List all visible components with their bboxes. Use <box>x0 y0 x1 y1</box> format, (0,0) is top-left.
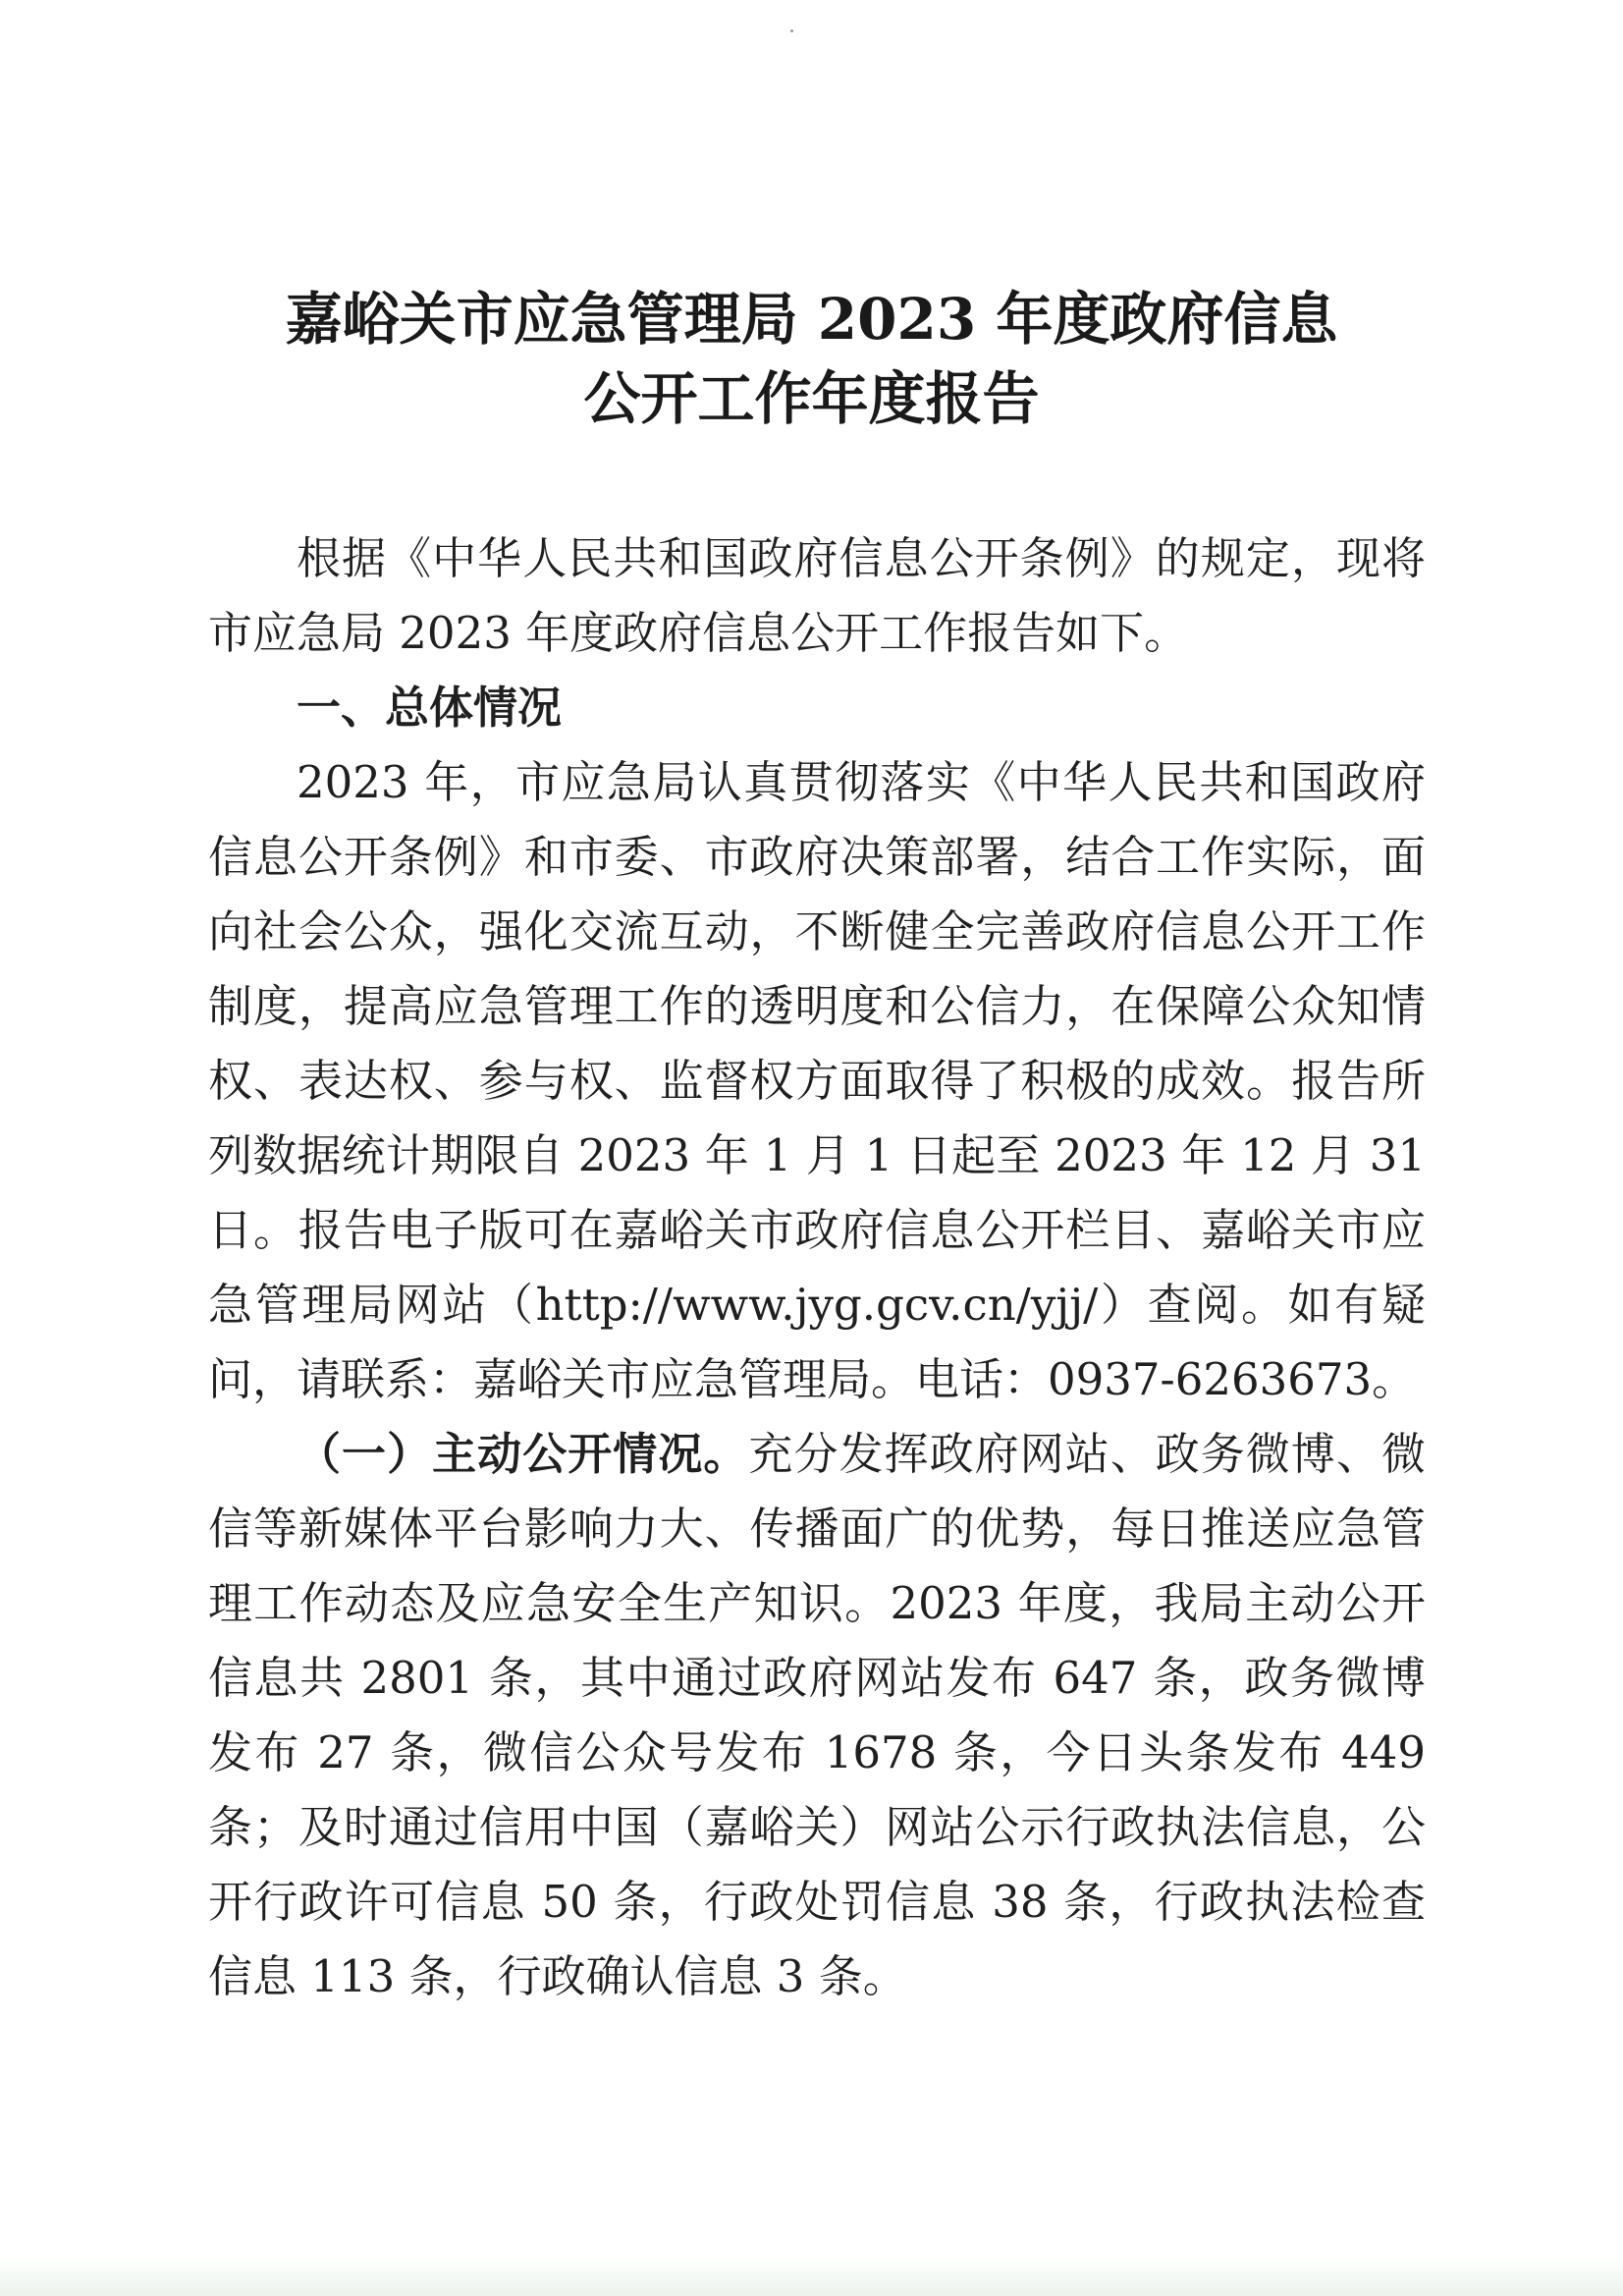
intro-paragraph: 根据《中华人民共和国政府信息公开条例》的规定，现将市应急局 2023 年度政府信息公开工作报告如下。 <box>208 532 1426 659</box>
subsection-label-active-disclosure: （一）主动公开情况。 <box>297 1428 749 1480</box>
scan-edge-tint <box>0 2257 1623 2296</box>
active-disclosure-text: 充分发挥政府网站、政务微博、微信等新媒体平台影响力大、传播面广的优势，每日推送应急管理工作动态及应急安全生产知识。2023 年度，我局主动公开信息共 2801 条，其中通过政府网站发布 647 条，政务微博发布 27 条，微信公众号发布 1678 条，今日头条发布 449 条；及时通过信用中国（嘉峪关）网站公示行政执法信息，公开行政许可信息 50 条，行政处罚信息 38 条，行政执法检查信息 113 条，行政确认信息 3 条。 <box>208 1428 1426 2002</box>
scan-speck <box>790 29 793 32</box>
overview-paragraph <box>208 745 1426 1417</box>
website-url: （http://www.jyg.gcv.cn/yjj/） <box>488 1279 1148 1331</box>
section-heading-overview: 一、总体情况 <box>297 682 563 734</box>
report-title-line-1: 嘉峪关市应急管理局 2023 年度政府信息 <box>285 286 1338 353</box>
overview-contact-text: 查阅。如有疑问，请联系：嘉峪关市应急管理局。电话：0937-6263673。 <box>208 1279 1426 1405</box>
report-body <box>208 521 1426 2014</box>
active-disclosure-paragraph <box>208 1417 1426 2014</box>
overview-text: 2023 年，市应急局认真贯彻落实《中华人民共和国政府信息公开条例》和市委、市政府决策部署，结合工作实际，面向社会公众，强化交流互动，不断健全完善政府信息公开工作制度，提高应急管理工作的透明度和公信力，在保障公众知情权、表达权、参与权、监督权方面取得了积极的成效。报告所列数据统计期限自 2023 年 1 月 1 日起至 2023 年 12 月 31 日。报告电子版可在嘉峪关市政府信息公开栏目、嘉峪关市应急管理局网站 <box>208 756 1426 1331</box>
report-title-line-2: 公开工作年度报告 <box>583 365 1040 432</box>
